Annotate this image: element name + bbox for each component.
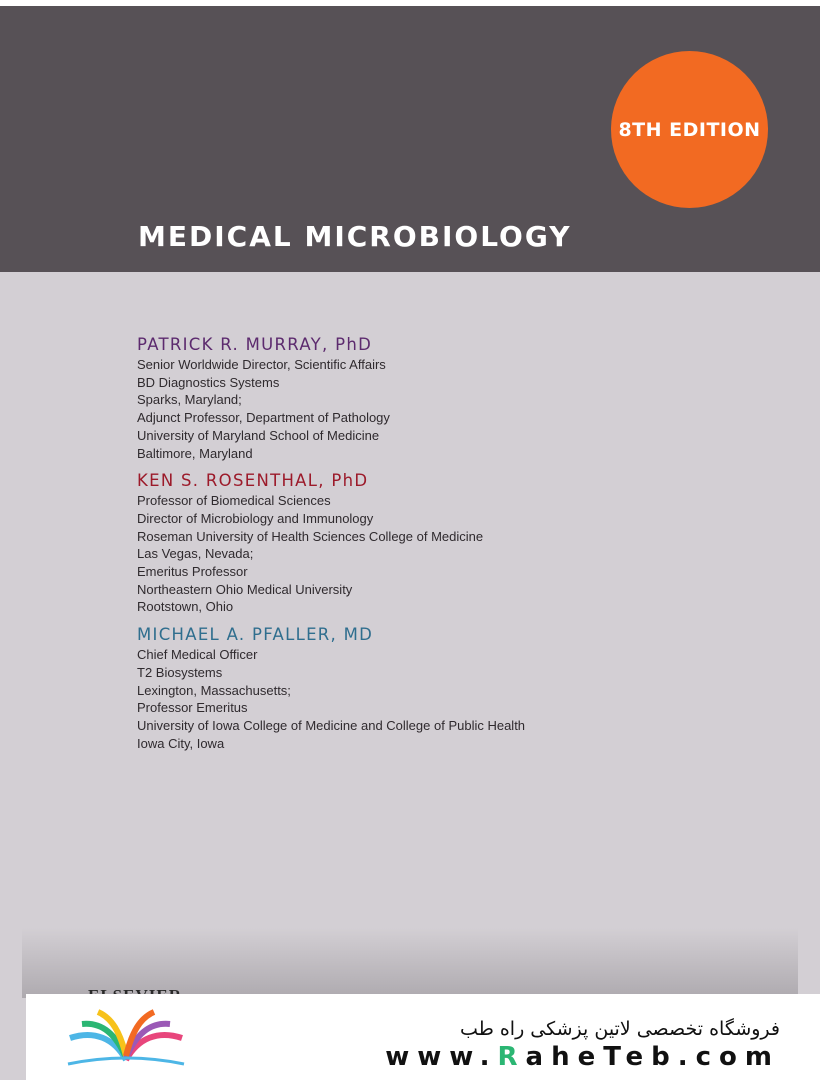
url-prefix: www. [385,1042,498,1072]
watermark-banner [26,994,820,1080]
author-affiliation-line: Professor Emeritus [137,700,248,716]
author-affiliation-line: Las Vegas, Nevada; [137,546,254,562]
author-affiliation-line: T2 Biosystems [137,664,223,680]
author-affiliation-line: Baltimore, Maryland [137,445,253,461]
author-affiliation-line: Professor of Biomedical Sciences [137,493,331,509]
author-affiliation-line: Adjunct Professor, Department of Pathology [137,410,390,426]
url-rest: aheTeb.com [525,1042,780,1072]
author-affiliation-line: Iowa City, Iowa [137,735,225,751]
author-affiliation-line: University of Maryland School of Medicine [137,427,380,443]
author-affiliation-line: Roseman University of Health Sciences College of Medicine [137,528,484,544]
author-affiliation-line: Emeritus Professor [137,564,248,580]
author-affiliation-line: Director of Microbiology and Immunology [137,510,374,526]
author-affiliation-line: Sparks, Maryland; [137,392,242,408]
url-highlight: R [497,1042,526,1072]
author-affiliation-line: Senior Worldwide Director, Scientific Affairs [137,357,386,372]
author-block [137,624,777,752]
author-block [137,470,777,616]
author-name: MICHAEL A. PFALLER, MD [137,625,374,645]
cover-header [0,6,820,272]
edition-label: 8TH EDITION [618,118,761,141]
author-name: PATRICK R. MURRAY, PhD [137,335,373,354]
edition-badge [611,51,768,208]
watermark-url [385,1042,780,1072]
author-list [137,334,777,760]
author-affiliation-line: Northeastern Ohio Medical University [137,581,353,597]
author-affiliation-line: BD Diagnostics Systems [137,374,280,390]
author-affiliation-line: Lexington, Massachusetts; [137,682,291,698]
book-title: MEDICAL MICROBIOLOGY [138,220,572,253]
author-affiliation-line: University of Iowa College of Medicine and College of Public Health [137,717,526,733]
open-book-logo-icon [64,1008,188,1066]
author-block [137,334,777,462]
watermark-shop-text: فروشگاه تخصصی لاتین پزشکی راه طب [460,1018,780,1040]
book-cover-page [0,6,820,1080]
author-name: KEN S. ROSENTHAL, PhD [137,471,369,491]
author-affiliation-line: Chief Medical Officer [137,647,258,663]
author-affiliation-line: Rootstown, Ohio [137,599,234,615]
